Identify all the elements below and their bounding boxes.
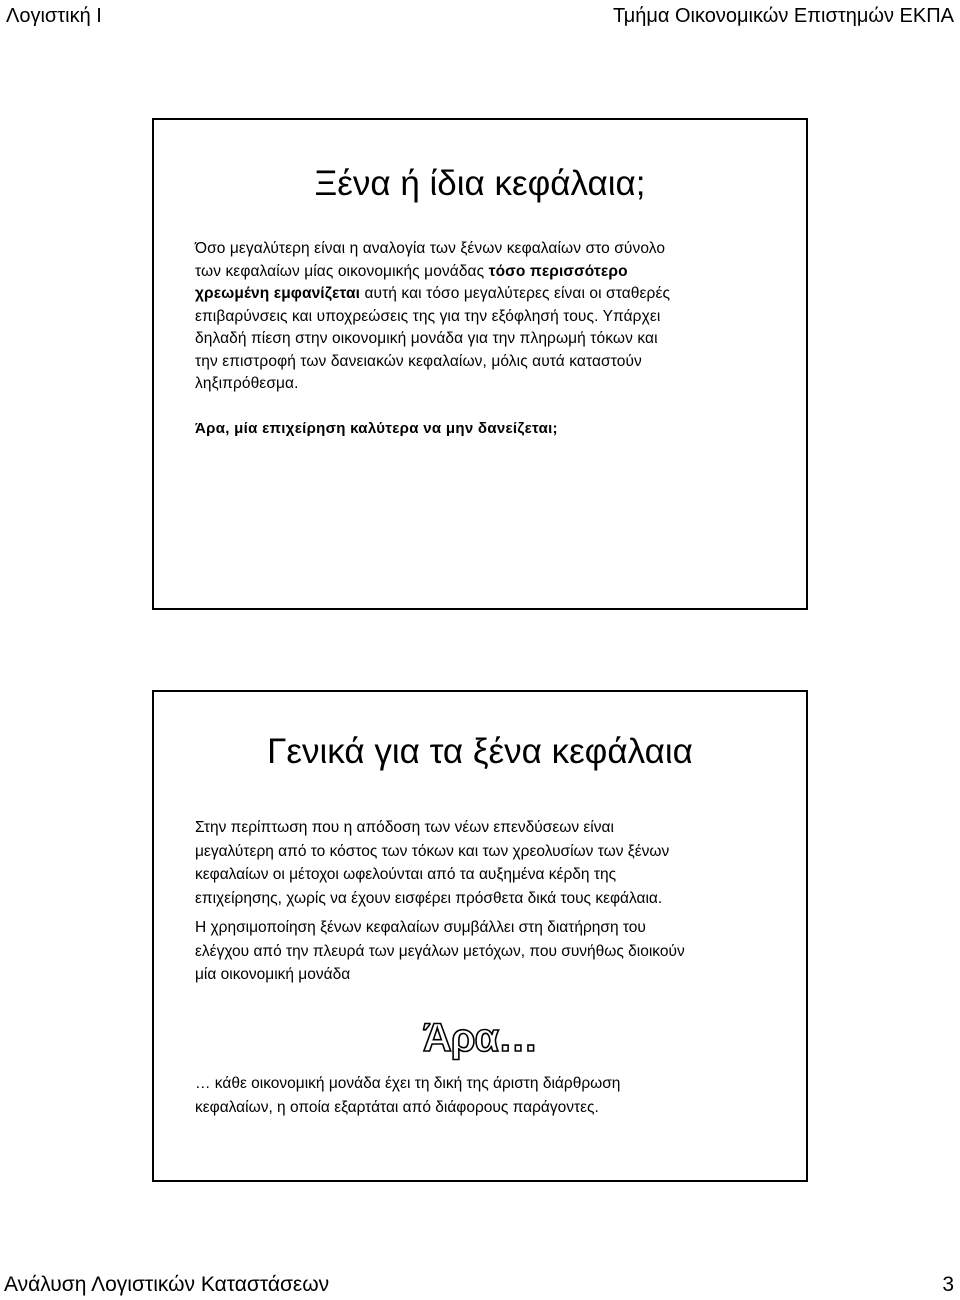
paragraph-line: κεφαλαίων οι μέτοχοι ωφελούνται από τα αυξημένα κέρδη της — [195, 866, 617, 883]
paragraph-line: Στην περίπτωση που η απόδοση των νέων επενδύσεων είναι — [195, 819, 614, 836]
slide-2-conclusion — [195, 1072, 795, 1119]
header-department: Τμήμα Οικονομικών Επιστημών ΕΚΠΑ — [612, 5, 954, 27]
paragraph-line: ελέγχου από την πλευρά των μεγάλων μετόχων, που συνήθως διοικούν — [195, 942, 685, 960]
paragraph-line: … κάθε οικονομική μονάδα έχει τη δική της άριστη διάρθρωση — [195, 1075, 621, 1092]
slide-1-question: Άρα, μία επιχείρηση καλύτερα να μην δανείζεται; — [195, 420, 558, 437]
body-emphasis: τόσο περισσότερο — [488, 262, 628, 280]
body-line: δηλαδή πίεση στην οικονομική μονάδα για την πληρωμή τόκων και — [195, 330, 658, 347]
slide-2-paragraph-2 — [195, 916, 795, 987]
body-line: αυτή και τόσο μεγαλύτερες είναι οι σταθερές — [360, 285, 671, 302]
body-line: των κεφαλαίων μίας οικονομικής μονάδας — [195, 262, 489, 280]
paragraph-line: μεγαλύτερη από το κόστος των τόκων και των χρεολυσίων των ξένων — [195, 842, 670, 860]
slide-1-title: Ξένα ή ίδια κεφάλαια; — [314, 164, 646, 203]
body-line: επιβαρύνσεις και υποχρεώσεις της για την εξόφλησή τους. Υπάρχει — [195, 307, 661, 325]
slide-2 — [152, 690, 808, 1182]
body-line: την επιστροφή των δανειακών κεφαλαίων, μόλις αυτά καταστούν — [195, 352, 642, 370]
slide-2-paragraph-1 — [195, 816, 795, 910]
paragraph-line: κεφαλαίων, η οποία εξαρτάται από διάφορους παράγοντες. — [195, 1098, 599, 1116]
ara-heading: Άρα… — [422, 1016, 538, 1060]
paragraph-line: Η χρησιμοποίηση ξένων κεφαλαίων συμβάλλει στη διατήρηση του — [195, 919, 646, 936]
paragraph-line: επιχείρησης, χωρίς να έχουν εισφέρει πρόσθετα δικά τους κεφάλαια. — [195, 889, 663, 907]
body-line: Όσο μεγαλύτερη είναι η αναλογία των ξένων κεφαλαίων στο σύνολο — [195, 240, 666, 257]
slide-1 — [152, 118, 808, 610]
page-number: 3 — [942, 1273, 954, 1296]
body-emphasis: χρεωμένη εμφανίζεται — [195, 285, 361, 302]
header-course-title: Λογιστική Ι — [6, 5, 102, 27]
paragraph-line: μία οικονομική μονάδα — [195, 966, 351, 983]
footer-subject: Ανάλυση Λογιστικών Καταστάσεων — [4, 1273, 330, 1296]
slide-1-body — [195, 238, 795, 396]
slide-2-title: Γενικά για τα ξένα κεφάλαια — [267, 732, 693, 771]
body-line: ληξιπρόθεσμα. — [195, 375, 299, 392]
